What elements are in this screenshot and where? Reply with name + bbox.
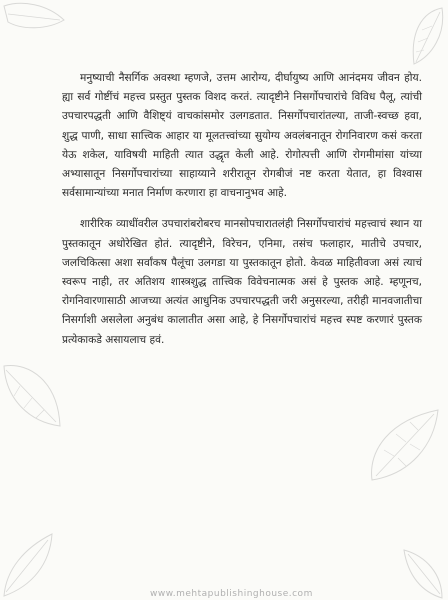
leaf-decoration-icon xyxy=(2,0,72,45)
leaf-decoration-icon xyxy=(0,356,70,446)
leaf-decoration-icon xyxy=(360,400,448,490)
leaf-decoration-icon xyxy=(392,4,448,79)
publisher-url: www.mehtapublishinghouse.com xyxy=(150,589,313,599)
blurb-paragraph-1: मनुष्याची नैसर्गिक अवस्था म्हणजे, उत्तम आरोग्य, दीर्घायुष्य आणि आनंदमय जीवन होय. ह्या सर्व गोष्टींचं महत्त्व प्रस्तुत पुस्तक विशद करतं. त्यादृष्टीने निसर्गोपचारांचे विविध पैलू, त्यांची उपचारपद्धती आणि वैशिष्ट्यं वाचकांसमोर उलगडतात. निसर्गोपचारांतल्या, ताजी-स्वच्छ हवा, शुद्ध पाणी, साधा सात्त्विक आहार या मूलतत्त्वांच्या सुयोग्य अवलंबनातून रोगनिवारण कसं करता येऊ शकेल, याविषयी माहिती त्यात उद्धृत केली आहे. रोगोत्पत्ती आणि रोगमीमांसा यांच्या अभ्यासातून निसर्गोपचारांच्या साहाय्याने शरीरातून रोगबीजं नष्ट करता येतात, हा विश्वास सर्वसामान्यांच्या मनात निर्माण करणारा हा वाचनानुभव आहे. xyxy=(62,72,422,200)
leaf-decoration-icon xyxy=(0,520,60,600)
blurb-paragraph-2: शारीरिक व्याधींवरील उपचारांबरोबरच मानसोपचारातलंही निसर्गोपचारांचं महत्त्वाचं स्थान या पुस्तकातून अधोरेखित होतं. त्यादृष्टीने, विरेचन, एनिमा, तसंच फलाहार, मातीचे उपचार, जलचिकित्सा अशा सर्वांकष पैलूंचा उलगडा या पुस्तकातून होतो. केवळ माहितीवजा असं त्याचं स्वरूप नाही, तर अतिशय शास्त्रशुद्ध तात्त्विक विवेचनात्मक असं हे पुस्तक आहे. म्हणूनच, रोगनिवारणासाठी आजच्या अत्यंत आधुनिक उपचारपद्धती जरी अनुसरल्या, तरीही मानवजातीचा निसर्गाशी असलेला अनुबंध कालातीत असा आहे, हे निसर्गोपचारांचं महत्त्व स्पष्ट करणारं पुस्तक प्रत्येकाकडे असायलाच हवं. xyxy=(62,218,422,346)
blurb-text xyxy=(62,69,422,350)
leaf-decoration-icon xyxy=(392,540,448,600)
